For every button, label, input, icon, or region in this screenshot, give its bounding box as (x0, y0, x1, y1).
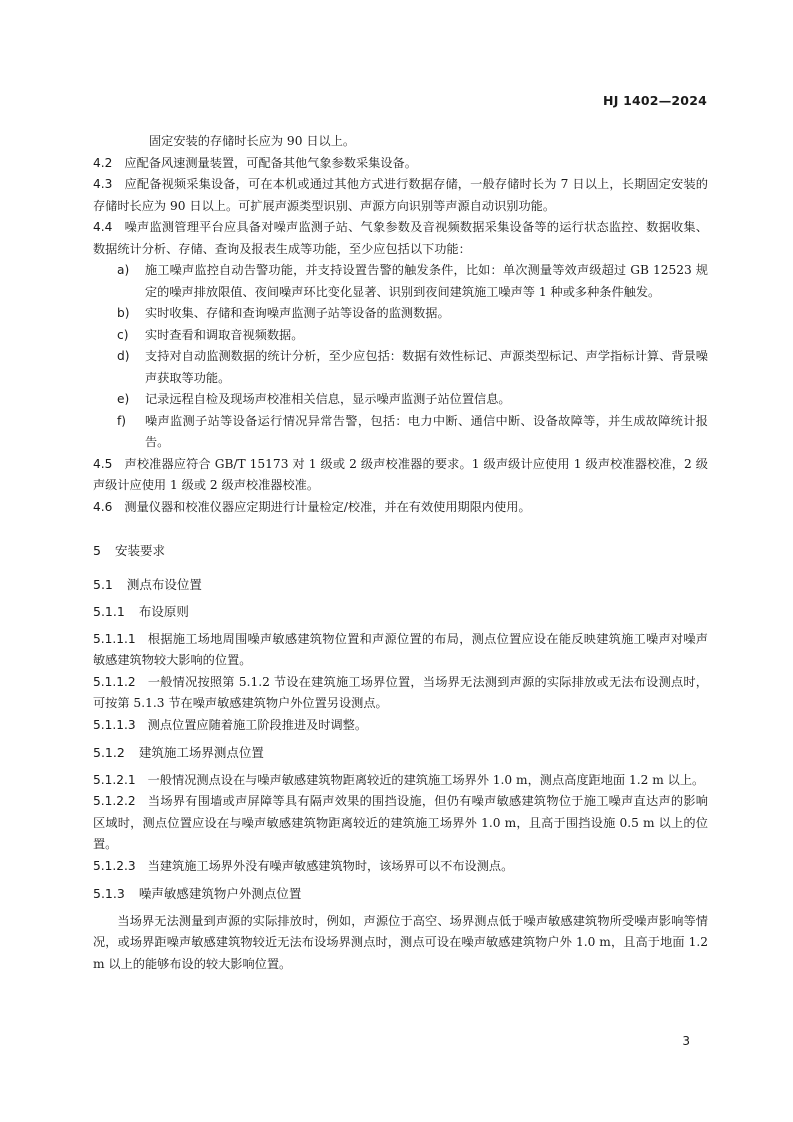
clause-number: 5.1.1.2 (93, 674, 136, 689)
clause-text: 一般情况按照第 5.1.2 节设在建筑施工场界位置，当场界无法测到声源的实际排放或无法布设测点时，可按第 5.1.3 节在噪声敏感建筑物户外位置另设测点。 (93, 674, 708, 710)
clause-number: 4.2 (93, 155, 113, 170)
clause-number: 4.5 (93, 456, 113, 471)
section-5-1-2-heading (93, 742, 708, 764)
list-item-c (117, 325, 708, 347)
clause-number: 5.1.2.1 (93, 772, 136, 787)
clause-number: 5.1.2.3 (93, 858, 136, 873)
list-text: 施工噪声监控自动告警功能，并支持设置告警的触发条件，比如：单次测量等效声级超过 GB 12523 规定的噪声排放限值、夜间噪声环比变化显著、识别到夜间建筑施工噪声等 1 种或多种条件触发。 (145, 263, 708, 299)
list-item-f (117, 411, 708, 454)
section-5-1-1-heading (93, 601, 708, 623)
section-number: 5.1.1 (93, 604, 125, 619)
section-number: 5.1 (93, 576, 113, 592)
clause-number: 4.4 (93, 220, 113, 234)
clause-5-1-1-2 (93, 672, 708, 715)
section-title: 安装要求 (114, 543, 165, 558)
clause-4-4 (93, 217, 708, 260)
clause-4-6 (93, 497, 708, 519)
list-text: 实时收集、存储和查询噪声监测子站等设备的监测数据。 (145, 306, 450, 320)
section-5-heading (93, 540, 708, 562)
clause-5-1-2-1 (93, 770, 708, 792)
page-number: 3 (682, 1034, 690, 1048)
list-item-e (117, 389, 708, 411)
section-title: 布设原则 (138, 604, 189, 619)
list-marker: c) (117, 327, 129, 342)
list-marker: b) (117, 306, 130, 320)
section-title: 测点布设位置 (126, 576, 202, 592)
list-marker: d) (117, 349, 130, 363)
section-number: 5 (93, 543, 101, 558)
section-number: 5.1.3 (93, 886, 125, 901)
clause-4-2 (93, 153, 708, 175)
clause-number: 4.6 (93, 499, 113, 514)
clause-number: 5.1.2.2 (93, 794, 136, 808)
page-body (93, 131, 708, 975)
clause-text: 噪声监测管理平台应具备对噪声监测子站、气象参数及音视频数据采集设备等的运行状态监控、数据收集、数据统计分析、存储、查询及报表生成等功能，至少应包括以下功能： (93, 220, 708, 256)
list-item-d (117, 346, 708, 389)
list-marker: f) (117, 413, 127, 428)
list-text: 实时查看和调取音视频数据。 (145, 327, 304, 342)
clause-number: 5.1.1.1 (93, 631, 136, 646)
list-text: 噪声监测子站等设备运行情况异常告警，包括：电力中断、通信中断、设备故障等，并生成故障统计报告。 (145, 413, 708, 449)
clause-number: 4.3 (93, 177, 113, 191)
clause-text: 根据施工场地周围噪声敏感建筑物位置和声源位置的布局，测点位置应设在能反映建筑施工噪声对噪声敏感建筑物较大影响的位置。 (93, 631, 708, 667)
clause-text: 测量仪器和校准仪器应定期进行计量检定/校准，并在有效使用期限内使用。 (124, 499, 531, 514)
section-title: 建筑施工场界测点位置 (138, 745, 264, 760)
paragraph-5-1-3: 当场界无法测量到声源的实际排放时，例如，声源位于高空、场界测点低于噪声敏感建筑物所受噪声影响等情况，或场界距噪声敏感建筑物较近无法布设场界测点时，测点可设在噪声敏感建筑物户外 1.0 m，且高于地面 1.2 m 以上的能够布设的较大影响位置。 (93, 913, 708, 971)
clause-5-1-2-3 (93, 856, 708, 878)
list-text: 支持对自动监测数据的统计分析，至少应包括：数据有效性标记、声源类型标记、声学指标计算、背景噪声获取等功能。 (145, 349, 708, 385)
clause-text: 当建筑施工场界外没有噪声敏感建筑物时，该场界可以不布设测点。 (147, 858, 514, 873)
list-marker: e) (117, 392, 130, 406)
list-marker: a) (117, 263, 130, 277)
list-item-b (117, 303, 708, 325)
clause-5-1-1-3 (93, 715, 708, 737)
clause-5-1-2-2 (93, 791, 708, 856)
clause-5-1-1-1 (93, 629, 708, 672)
clause-4-5 (93, 454, 708, 497)
continuation-text: 固定安装的存储时长应为 90 日以上。 (149, 134, 356, 148)
section-title: 噪声敏感建筑物户外测点位置 (138, 886, 302, 901)
clause-text: 当场界有围墙或声屏障等具有隔声效果的围挡设施，但仍有噪声敏感建筑物位于施工噪声直达声的影响区域时，测点位置应设在与噪声敏感建筑物距离较近的建筑施工场界外 1.0 m，且高于围挡设施 0.5 m 以上的位置。 (93, 794, 708, 851)
list-item-a (117, 260, 708, 303)
section-number: 5.1.2 (93, 745, 125, 760)
clause-number: 5.1.1.3 (93, 717, 136, 732)
section-5-1-heading (93, 574, 708, 596)
list-text: 记录远程自检及现场声校准相关信息，显示噪声监测子站位置信息。 (145, 392, 511, 406)
clause-text: 应配备视频采集设备，可在本机或通过其他方式进行数据存储，一般存储时长为 7 日以上，长期固定安装的存储时长应为 90 日以上。可扩展声源类型识别、声源方向识别等声源自动识别功能。 (93, 177, 708, 213)
clause-text: 一般情况测点设在与噪声敏感建筑物距离较近的建筑施工场界外 1.0 m，测点高度距地面 1.2 m 以上。 (147, 772, 705, 787)
clause-4-3 (93, 174, 708, 217)
clause-text: 声校准器应符合 GB/T 15173 对 1 级或 2 级声校准器的要求。1 级声级计应使用 1 级声校准器校准，2 级声级计应使用 1 级或 2 级声校准器校准。 (93, 456, 708, 492)
section-5-1-3-heading (93, 883, 708, 905)
document-code: HJ 1402—2024 (603, 93, 707, 108)
clause-text: 应配备风速测量装置，可配备其他气象参数采集设备。 (124, 155, 417, 170)
clause-text: 测点位置应随着施工阶段推进及时调整。 (147, 717, 368, 732)
